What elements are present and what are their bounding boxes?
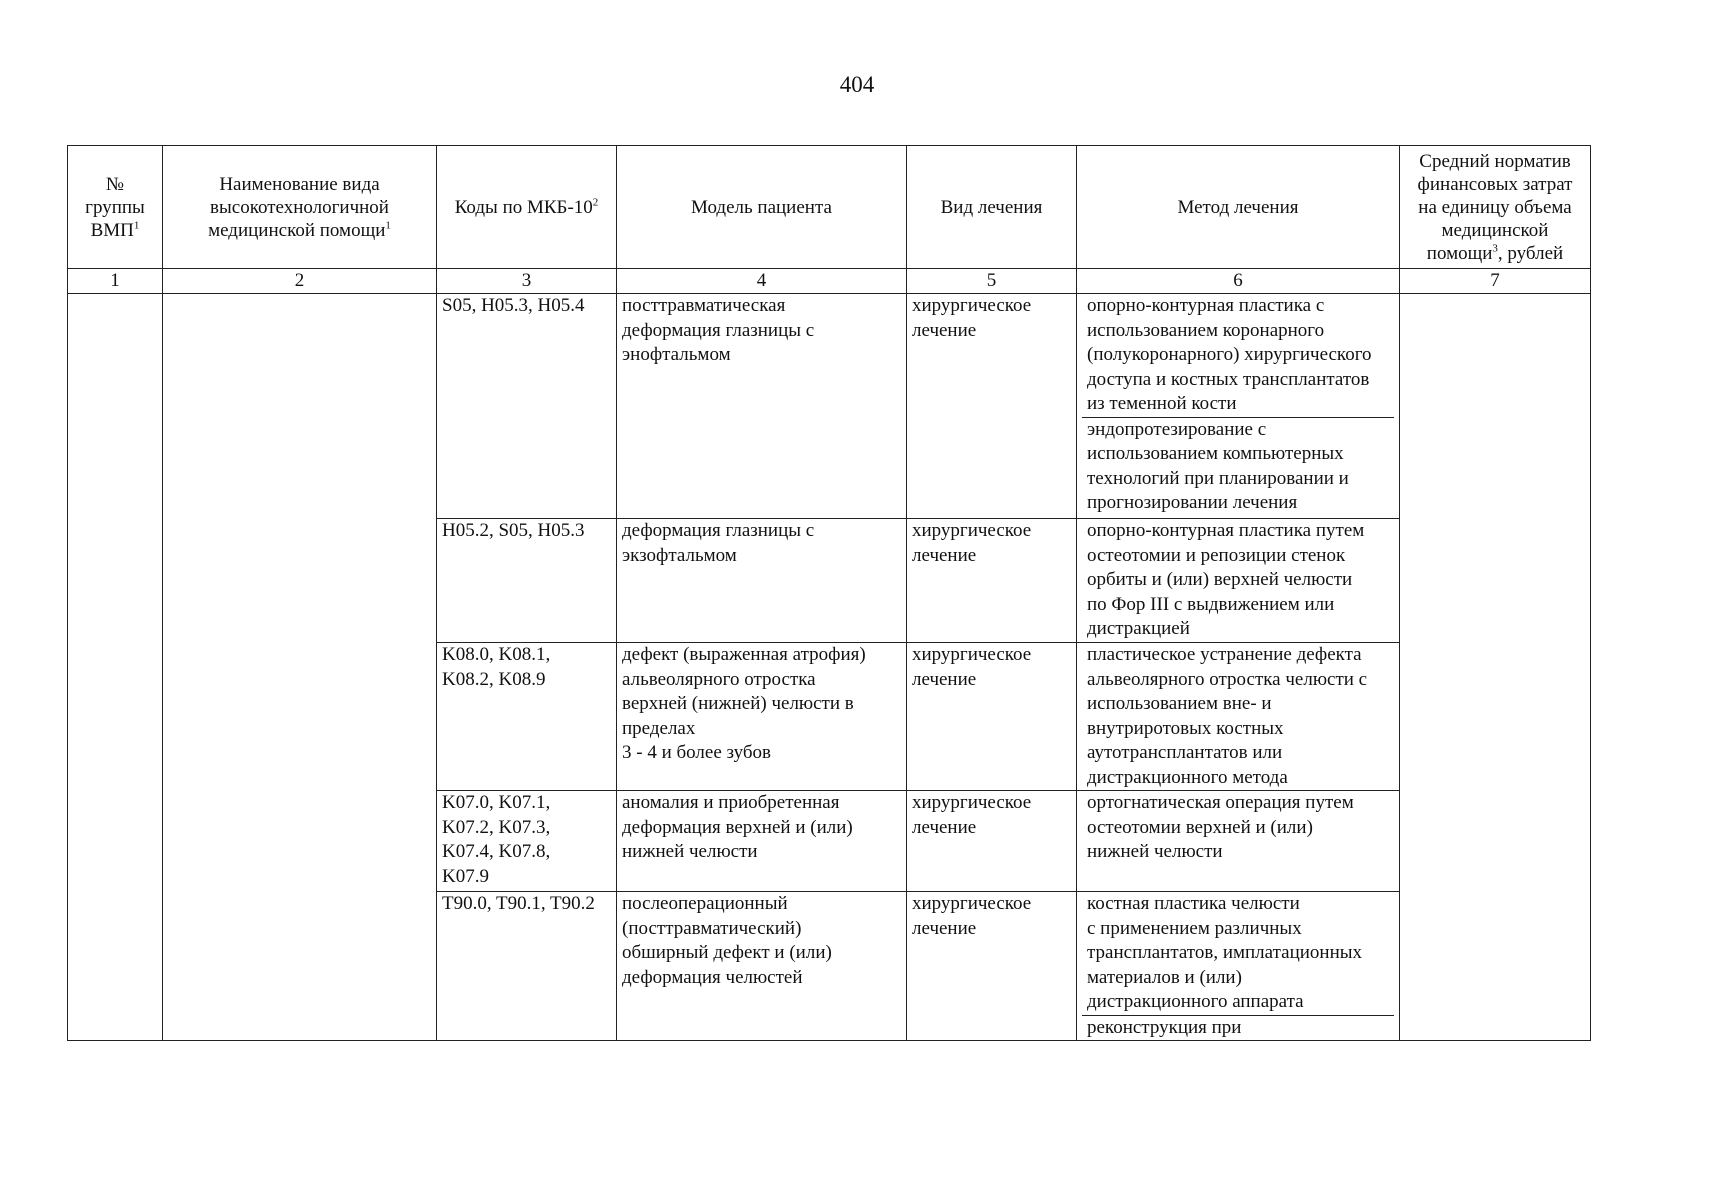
column-number: 4 xyxy=(617,269,907,294)
patient-model-cell-text: дефект (выраженная атрофия) альвеолярного отростка верхней (нижней) челюсти в пределах 3 - 4 и более зубов xyxy=(622,644,866,763)
header-care-type xyxy=(163,146,437,269)
header-suffix: , рублей xyxy=(1497,242,1564,264)
column-number: 6 xyxy=(1077,269,1400,294)
treatment-method-item: реконструкция при xyxy=(1087,1016,1242,1038)
icd-codes-cell-text: S05, H05.3, H05.4 xyxy=(442,295,585,316)
header-cost-standard-label: Средний норматив финансовых затрат на единицу объема медицинской помощи xyxy=(1417,150,1573,264)
treatment-type-cell xyxy=(907,892,1077,1041)
icd-codes-cell xyxy=(437,892,617,1041)
footnote-ref: 1 xyxy=(133,219,140,232)
column-number: 1 xyxy=(68,269,163,294)
treatment-method-item: опорно-контурная пластика путем остеотомии и репозиции стенок орбиты и (или) верхней челюсти по Фор III с выдвижением или дистракцией xyxy=(1087,520,1365,639)
footnote-ref: 1 xyxy=(385,219,391,232)
patient-model-cell-text: посттравматическая деформация глазницы с энофтальмом xyxy=(622,295,815,365)
header-patient-model xyxy=(617,146,907,269)
icd-codes-cell-text: H05.2, S05, H05.3 xyxy=(442,520,585,541)
group-number-cell xyxy=(68,294,163,1041)
treatment-type-cell-text: хирургическое лечение xyxy=(912,644,1032,690)
treatment-method-item: эндопротезирование с использованием компьютерных технологий при планировании и прогнозировании лечения xyxy=(1087,418,1349,513)
treatment-method-item: ортогнатическая операция путем остеотомии верхней и (или) нижней челюсти xyxy=(1087,792,1354,862)
patient-model-cell xyxy=(617,294,907,519)
treatment-method-item: костная пластика челюсти с применением различных трансплантатов, имплатационных материалов и (или) дистракционного аппарата xyxy=(1082,892,1394,1016)
patient-model-cell xyxy=(617,791,907,892)
header-group-number-label: № группы ВМП xyxy=(85,173,145,241)
column-number: 2 xyxy=(163,269,437,294)
header-cost-standard xyxy=(1400,146,1591,269)
treatment-type-cell-text: хирургическое лечение xyxy=(912,520,1032,566)
treatment-method-cell xyxy=(1077,519,1400,643)
table-body xyxy=(68,294,1591,1041)
icd-codes-cell-text: T90.0, T90.1, T90.2 xyxy=(442,893,595,914)
treatment-type-cell-text: хирургическое лечение xyxy=(912,295,1032,341)
treatment-type-cell-text: хирургическое лечение xyxy=(912,893,1032,939)
footnote-ref: 2 xyxy=(592,196,599,209)
header-group-number xyxy=(68,146,163,269)
care-type-cell xyxy=(163,294,437,1041)
column-number: 3 xyxy=(437,269,617,294)
icd-codes-cell-text: K08.0, K08.1, K08.2, K08.9 xyxy=(442,644,551,690)
icd-codes-cell xyxy=(437,643,617,791)
treatment-method-cell xyxy=(1077,643,1400,791)
treatment-method-cell xyxy=(1077,791,1400,892)
table-row xyxy=(68,294,1591,519)
patient-model-cell xyxy=(617,519,907,643)
treatment-method-item: опорно-контурная пластика с использованием коронарного (полукоронарного) хирургического доступа и костных трансплантатов из теменной кости xyxy=(1082,294,1394,418)
patient-model-cell-text: послеоперационный (посттравматический) обширный дефект и (или) деформация челюстей xyxy=(622,893,832,988)
icd-codes-cell xyxy=(437,294,617,519)
icd-codes-cell xyxy=(437,791,617,892)
icd-codes-cell xyxy=(437,519,617,643)
treatment-type-cell-text: хирургическое лечение xyxy=(912,792,1032,838)
page-number: 404 xyxy=(839,72,875,97)
header-icd-codes-label: Коды по МКБ-10 xyxy=(454,196,593,218)
column-number: 7 xyxy=(1400,269,1591,294)
vmp-table xyxy=(67,145,1591,1041)
table-header-row xyxy=(68,146,1591,269)
treatment-method-item: пластическое устранение дефекта альвеолярного отростка челюсти с использованием вне- и внутриротовых костных аутотрансплантатов или дистракционного метода xyxy=(1087,644,1368,788)
treatment-type-cell xyxy=(907,294,1077,519)
header-care-type-label: Наименование вида высокотехнологичной медицинской помощи xyxy=(208,173,389,241)
header-treatment-type xyxy=(907,146,1077,269)
header-treatment-method xyxy=(1077,146,1400,269)
header-treatment-method-label: Метод лечения xyxy=(1177,196,1299,218)
cost-standard-cell xyxy=(1400,294,1591,1041)
patient-model-cell-text: деформация глазницы с экзофтальмом xyxy=(622,520,815,566)
treatment-type-cell xyxy=(907,643,1077,791)
header-treatment-type-label: Вид лечения xyxy=(940,196,1043,218)
header-icd-codes xyxy=(437,146,617,269)
icd-codes-cell-text: K07.0, K07.1, K07.2, K07.3, K07.4, K07.8, K07.9 xyxy=(442,792,551,887)
patient-model-cell-text: аномалия и приобретенная деформация верхней и (или) нижней челюсти xyxy=(622,792,853,862)
treatment-type-cell xyxy=(907,519,1077,643)
treatment-method-cell xyxy=(1077,892,1400,1041)
patient-model-cell xyxy=(617,643,907,791)
footnote-ref: 3 xyxy=(1492,242,1498,255)
column-number-row xyxy=(68,269,1591,294)
patient-model-cell xyxy=(617,892,907,1041)
header-patient-model-label: Модель пациента xyxy=(691,196,832,218)
treatment-type-cell xyxy=(907,791,1077,892)
column-number: 5 xyxy=(907,269,1077,294)
treatment-method-cell xyxy=(1077,294,1400,519)
